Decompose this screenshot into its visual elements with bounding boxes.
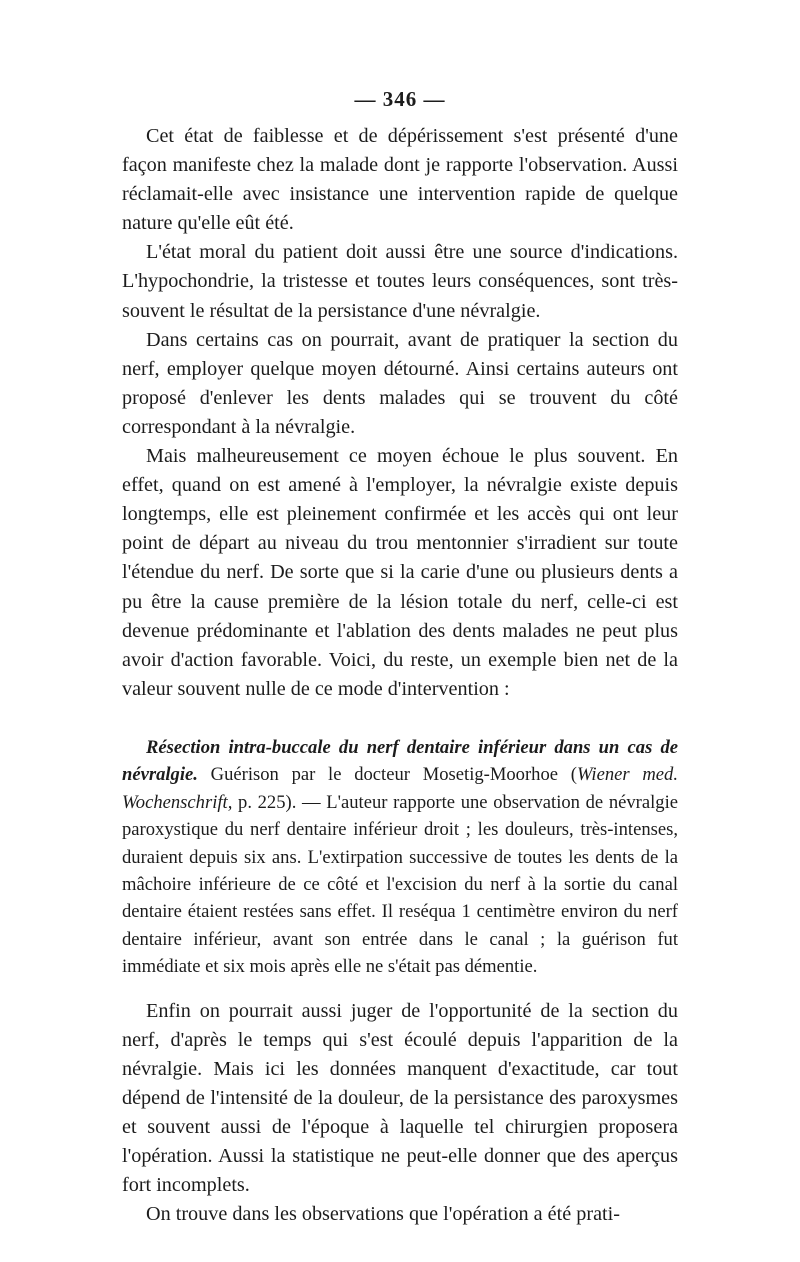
paragraph-unfortunately: Mais malheureusement ce moyen échoue le plus souvent. En effet, quand on est amené à l'employer, la névralgie existe depuis longtemps, elle est pleinement confirmée et les accès qui ont leur point de départ au niveau du trou mentonnier s'irradient sur toute l'étendue du nerf. De sorte que si la carie d'une ou plusieurs dents a pu être la cause première de la lésion totale du nerf, celle-ci est devenue prédominante et l'ablation des dents malades ne peut plus avoir d'action favorable. Voici, du reste, un exemple bien net de la valeur souvent nulle de ce mode d'intervention : bbox=[122, 445, 678, 700]
paragraph-finally: Enfin on pourrait aussi juger de l'opportunité de la section du nerf, d'après le temps qui s'est écoulé depuis l'apparition de la névralgie. Mais ici les données manquent d'exactitude, car tout dépend de l'intensité de la douleur, de la persistance des paroxysmes et souvent aussi de l'époque à laquelle tel chirurgien proposera l'opération. Aussi la statistique ne peut-elle donner que des aperçus fort incomplets. bbox=[122, 999, 678, 1197]
book-page bbox=[122, 86, 678, 1229]
case-report bbox=[122, 734, 678, 981]
page-number: — 346 — bbox=[354, 87, 446, 111]
case-intro: Guérison par le docteur Mosetig-Moorhoe ( bbox=[197, 764, 577, 786]
case-body: p. 225). — L'auteur rapporte une observation de névralgie paroxystique du nerf dentaire inférieur droit ; les douleurs, très-intenses, duraient depuis six ans. L'extirpation successive de toutes les dents de la mâchoire inférieure de ce côté et l'excision du nerf à la sortie du canal dentaire étaient restées sans effet. Il reséqua 1 centimètre environ du nerf dentaire inférieur, avant son entrée dans le canal ; la guérison fut immédiate et six mois après elle ne s'était pas démentie. bbox=[122, 791, 678, 978]
section-gap bbox=[122, 981, 678, 997]
paragraph-weakness: Cet état de faiblesse et de dépérissement s'est présenté d'une façon manifeste chez la malade dont je rapporte l'observation. Aussi réclamait-elle avec insistance une intervention rapide de quelque nature qu'elle eût été. bbox=[122, 125, 678, 235]
paragraph-moral-state: L'état moral du patient doit aussi être une source d'indications. L'hypochondrie, la tristesse et toutes leurs conséquences, sont très-souvent le résultat de la persistance d'une névralgie. bbox=[122, 241, 678, 322]
case-journal: Wiener med. Wochenschrift, bbox=[122, 764, 678, 813]
section-gap bbox=[122, 704, 678, 734]
case-title: Résection intra-buccale du nerf dentaire inférieur dans un cas de névralgie. bbox=[122, 736, 678, 786]
paragraph-certain-cases: Dans certains cas on pourrait, avant de pratiquer la section du nerf, employer quelque moyen détourné. Ainsi certains auteurs ont proposé d'enlever les dents malades qui se trouvent du côté correspondant à la névralgie. bbox=[122, 328, 678, 438]
paragraph-observations: On trouve dans les observations que l'opération a été prati- bbox=[146, 1203, 620, 1226]
